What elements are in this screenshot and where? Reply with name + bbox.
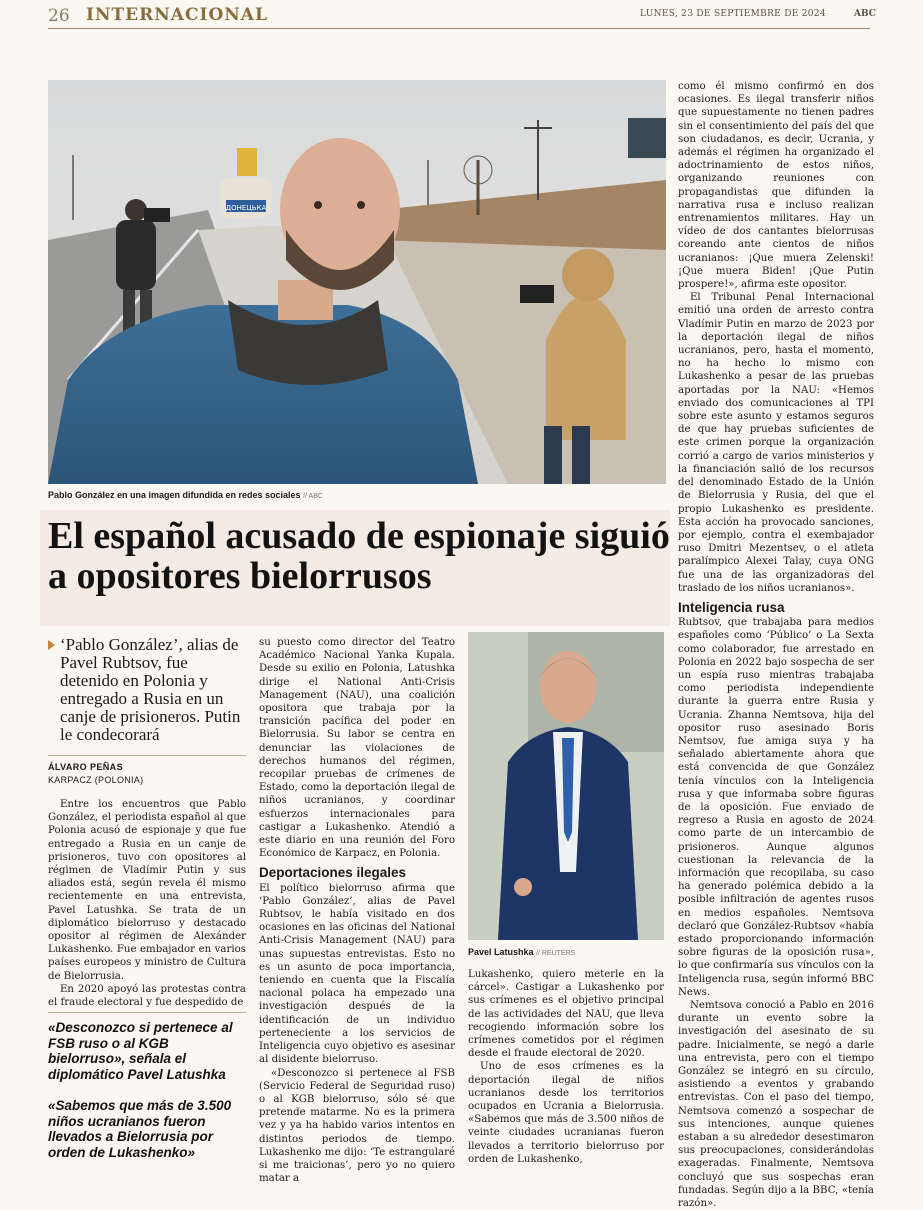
column-2 — [259, 636, 455, 1185]
caption-credit: // REUTERS — [536, 950, 576, 957]
column-4 — [678, 80, 874, 1210]
divider — [48, 755, 246, 756]
bullet-triangle-icon — [48, 640, 55, 650]
newspaper-brand: ABC — [854, 9, 876, 19]
divider — [48, 1012, 246, 1013]
portrait-illustration — [468, 632, 664, 940]
headline: El español acusado de espionaje siguió a opositores bielorrusos — [48, 515, 670, 597]
subheading-deportaciones: Deportaciones ilegales — [259, 865, 407, 881]
latushka-photo — [468, 632, 664, 940]
byline-author: ÁLVARO PEÑAS — [48, 762, 123, 772]
pull-quote-2: «Sabemos que más de 3.500 niños ucranianos fueron llevados a Bielorrusia por orden de Lukashenko» — [48, 1098, 232, 1160]
sign-text: ДОНЕЦЬКА — [225, 204, 267, 212]
col4-paragraph: El Tribunal Penal Internacional emitió una orden de arresto contra Vladímir Putin en marzo de 2023 por la deportación ilegal de niños ucranianos, pero, hasta el momento, no ha hecho lo mismo con Lukashenko a pesar de las pruebas aportadas por la NAU: «Hemos enviado dos comunicaciones al TPI sobre este asunto y estamos seguros de que hay pruebas suficientes de este crimen porque la organización corrió a cargo de varios ministerios y la financiación salió de los recursos del denominado Estado de la Unión de Bielorrusia y Rusia, del que el propio Lukashenko es presidente. Esta acción ha provocado sanciones, por ejemplo, contra el exembajador ruso Dmitri Mezentsev, o el atleta paralímpico Alexei Talay, cuya ONG fue una de las organizadoras del traslado de los niños ucranianos». — [678, 292, 874, 594]
section-title: INTERNACIONAL — [86, 5, 268, 25]
header-rule — [48, 28, 870, 29]
col2-paragraph: «Desconozco si pertenece al FSB (Servicio Federal de Seguridad ruso) o al KGB bielorruso, sólo sé que pretende matarme. No es la primera vez y ya ha habido varios intentos en distintos periodos de tiempo. Lukashenko me dijo: ‘Te estrangularé si me traicionas’, pero yo no quiero matar a — [259, 1067, 455, 1185]
main-photo — [48, 80, 666, 484]
column-1 — [48, 798, 246, 1009]
page-number: 26 — [48, 6, 70, 26]
col3-paragraph: Lukashenko, quiero meterle en la cárcel». Castigar a Lukashenko por sus crímenes es el objetivo principal de las actividades del NAU, que lleva recogiendo información sobre los crímenes cometidos por el régimen desde el fraude electoral de 2020. — [468, 969, 664, 1060]
col2-paragraph: El político bielorruso afirma que ‘Pablo González’, alias de Pavel Rubtsov, le había visitado en dos ocasiones en las oficinas del National Anti-Crisis Management (NAU) para unas supuestas entrevistas. Esto no es un asunto de poca importancia, teniendo en cuenta que la Fiscalía nacional polaca ha empezado una investigación después de la identificación de un individuo perteneciente a los servicios de Inteligencia cuyo objetivo es asesinar al disidente bielorruso. — [259, 882, 455, 1066]
subdeck: ‘Pablo González’, alias de Pavel Rubtsov, fue detenido en Polonia y entregado a Rusia en un canje de prisioneros. Putin le condecorará — [60, 635, 241, 744]
col4-paragraph: Rubtsov, que trabajaba para medios españoles como ‘Público’ o La Sexta como colaborador, fue arrestado en Polonia en 2022 bajo sospecha de ser un espía ruso mientras trabajaba como periodista independiente durante la guerra entre Rusia y Ucrania. Zhanna Nemtsova, hija del opositor ruso asesinado Boris Nemtsov, fue amiga suya y ha señalado abiertamente ahora que está convencida de que González tenía vínculos con la Inteligencia rusa y que informaba sobre figuras de la oposición. Fue enviado de regreso a Rusia en agosto de 2024 como parte de un intercambio de prisioneros. Aunque algunos cuestionan la relevancia de la información que recopilaba, su caso ha generado polémica debido a la posible infiltración de agentes rusos en medios españoles. Nemtsova declaró que González-Rubtsov «había estado proporcionando información sobre figuras de la oposición rusa», lo que confirmaría sus vínculos con la Inteligencia rusa, según informó BBC News. — [678, 617, 874, 998]
latushka-caption — [468, 947, 664, 957]
caption-text: Pavel Latushka — [468, 947, 534, 957]
caption-text: Pablo González en una imagen difundida en redes sociales — [48, 490, 301, 500]
col4-paragraph: como él mismo confirmó en dos ocasiones. Es ilegal transferir niños que supuestamente no tienen padres sin el consentimiento del país del que son ciudadanos, es decir, Ucrania, y además el régimen ha organizado el adoctrinamiento de estos niños, organizando reuniones con propagandistas que difunden la narrativa rusa e incluso realizan entrenamientos militares. Hay un vídeo de dos cantantes bielorrusas coreando ante cientos de niños ucranianos: ¡Que muera Zelenski! ¡Que muera Biden! ¡Que Putin prospere!», afirma este opositor. — [678, 81, 874, 291]
main-photo-caption — [48, 490, 666, 500]
byline-location: KARPACZ (POLONIA) — [48, 775, 144, 785]
caption-credit: // ABC — [303, 493, 323, 500]
subheading-inteligencia: Inteligencia rusa — [678, 599, 785, 615]
col4-paragraph: Nemtsova conoció a Pablo en 2016 durante un evento sobre la investigación del asesinato de su padre. Inicialmente, se negó a darle una entrevista, pero con el tiempo González se integró en su círculo, asistiendo a eventos y grabando entrevistas. Con el paso del tiempo, Nemtsova comenzó a sospechar de sus intenciones, aunque quienes estaban a su alrededor desestimaron sus preocupaciones, considerándolas exageradas. Finalmente, Nemtsova concluyó que sus sospechas eran fundadas. Según dijo a la BBC, «tenía razón». — [678, 1000, 874, 1210]
issue-date: LUNES, 23 DE SEPTIEMBRE DE 2024 — [640, 9, 826, 19]
selfie-photo-illustration — [48, 80, 666, 484]
col1-paragraph: En 2020 apoyó las protestas contra el fraude electoral y fue despedido de — [48, 983, 246, 1009]
col1-paragraph: Entre los encuentros que Pablo González, el periodista español al que Polonia acusó de espionaje y que fue entregado a Rusia en un canje de prisioneros, tuvo con opositores al régimen de Vladímir Putin y sus aliados está, según revela él mismo recientemente en una entrevista, Pavel Latushka. Se trata de un diplomático bielorruso y destacado opositor al régimen de Alexánder Lukashenko. Fue embajador en varios países europeos y ministro de Cultura de Bielorrusia. — [48, 799, 246, 982]
pull-quote-1: «Desconozco si pertenece al FSB ruso o al KGB bielorruso», señala el diplomático Pavel Latushka — [48, 1020, 233, 1082]
col2-paragraph: su puesto como director del Teatro Académico Nacional Yanka Kupala. Desde su exilio en Polonia, Latushka dirige el National Anti-Crisis Management (NAU), una coalición opositora que trabaja por la transición pacífica del poder en Bielorrusia. Su labor se centra en denunciar las violaciones de derechos humanos del régimen, recopilar pruebas de crímenes de Estado, como la deportación ilegal de niños ucranianos, y coordinar esfuerzos internacionales para castigar a Lukashenko. Atendió a este diario en una reunión del Foro Económico de Karpacz, en Polonia. — [259, 637, 455, 860]
column-3 — [468, 968, 664, 1166]
col3-paragraph: Uno de esos crímenes es la deportación ilegal de niños ucranianos desde los territorios ocupados en Ucrania a Bielorrusia. «Sabemos que más de 3.500 niños de veinte ciudades ucranianas fueron llevados a territorio bielorruso por orden de Lukashenko, — [468, 1061, 664, 1165]
